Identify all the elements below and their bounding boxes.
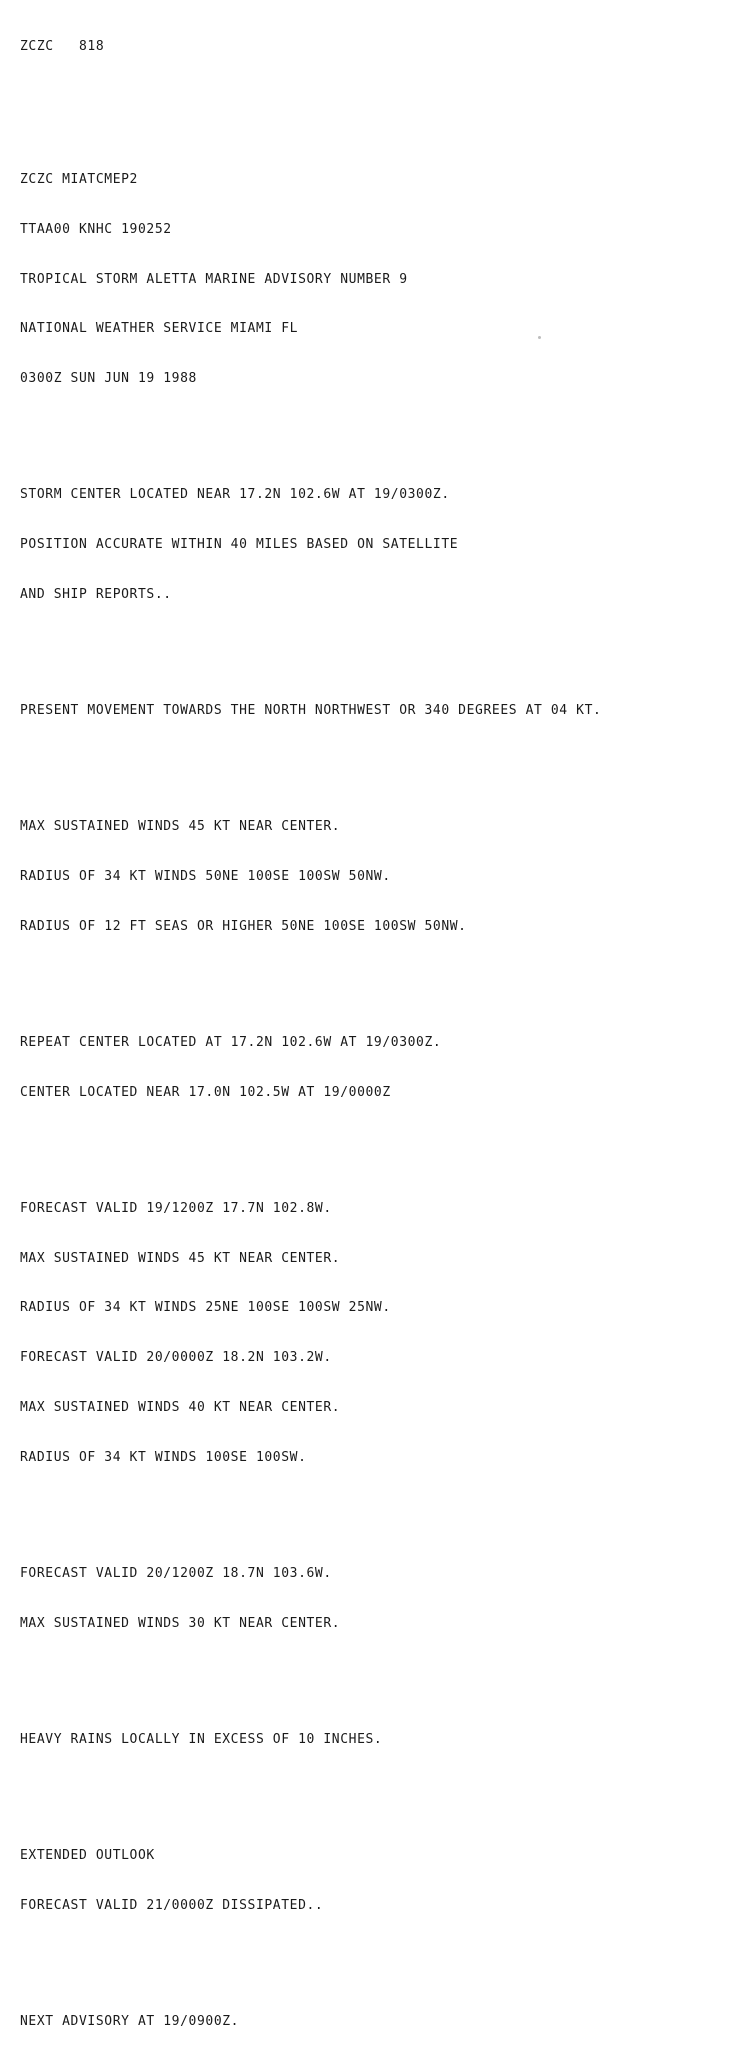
spacer	[20, 753, 601, 770]
header-line: ZCZC 818	[20, 39, 105, 55]
advisory-title: TROPICAL STORM ALETTA MARINE ADVISORY NUMBER 9	[20, 271, 408, 287]
forecast-line: MAX SUSTAINED WINDS 30 KT NEAR CENTER.	[20, 1615, 341, 1631]
outlook-line: FORECAST VALID 21/0000Z DISSIPATED..	[20, 1897, 324, 1913]
repeat-line: REPEAT CENTER LOCATED AT 17.2N 102.6W AT 19/0300Z.	[20, 1034, 442, 1050]
spacer	[20, 421, 601, 438]
issuing-office: NATIONAL WEATHER SERVICE MIAMI FL	[20, 321, 299, 337]
next-advisory-line: NEXT ADVISORY AT 19/0900Z.	[20, 2013, 240, 2029]
spacer	[20, 1499, 601, 1516]
forecast-line: FORECAST VALID 20/0000Z 18.2N 103.2W.	[20, 1350, 332, 1366]
forecast-line: FORECAST VALID 20/1200Z 18.7N 103.6W.	[20, 1565, 332, 1581]
spacer	[20, 1134, 601, 1151]
spacer	[20, 1782, 601, 1799]
preamble-line: TTAA00 KNHC 190252	[20, 221, 172, 237]
center-line: AND SHIP REPORTS..	[20, 586, 172, 602]
preamble-line: ZCZC MIATCMEP2	[20, 171, 138, 187]
issue-time: 0300Z SUN JUN 19 1988	[20, 371, 197, 387]
outlook-line: EXTENDED OUTLOOK	[20, 1847, 155, 1863]
forecast-line: RADIUS OF 34 KT WINDS 100SE 100SW.	[20, 1449, 307, 1465]
forecast-line: MAX SUSTAINED WINDS 45 KT NEAR CENTER.	[20, 1250, 341, 1266]
scan-speck	[538, 336, 541, 339]
advisory-document	[20, 6, 601, 2047]
center-line: STORM CENTER LOCATED NEAR 17.2N 102.6W AT 19/0300Z.	[20, 487, 450, 503]
winds-line: MAX SUSTAINED WINDS 45 KT NEAR CENTER.	[20, 819, 341, 835]
forecast-line: FORECAST VALID 19/1200Z 17.7N 102.8W.	[20, 1200, 332, 1216]
winds-line: RADIUS OF 34 KT WINDS 50NE 100SE 100SW 50NW.	[20, 868, 391, 884]
spacer	[20, 637, 601, 654]
movement-line: PRESENT MOVEMENT TOWARDS THE NORTH NORTHWEST OR 340 DEGREES AT 04 KT.	[20, 702, 602, 718]
rain-line: HEAVY RAINS LOCALLY IN EXCESS OF 10 INCHES.	[20, 1731, 383, 1747]
spacer	[20, 1947, 601, 1964]
spacer	[20, 89, 601, 122]
center-line: POSITION ACCURATE WITHIN 40 MILES BASED ON SATELLITE	[20, 537, 459, 552]
spacer	[20, 968, 601, 985]
forecast-line: RADIUS OF 34 KT WINDS 25NE 100SE 100SW 25NW.	[20, 1300, 391, 1316]
winds-line: RADIUS OF 12 FT SEAS OR HIGHER 50NE 100SE 100SW 50NW.	[20, 918, 467, 934]
forecast-line: MAX SUSTAINED WINDS 40 KT NEAR CENTER.	[20, 1399, 341, 1415]
spacer	[20, 1665, 601, 1682]
repeat-line: CENTER LOCATED NEAR 17.0N 102.5W AT 19/0000Z	[20, 1084, 391, 1100]
